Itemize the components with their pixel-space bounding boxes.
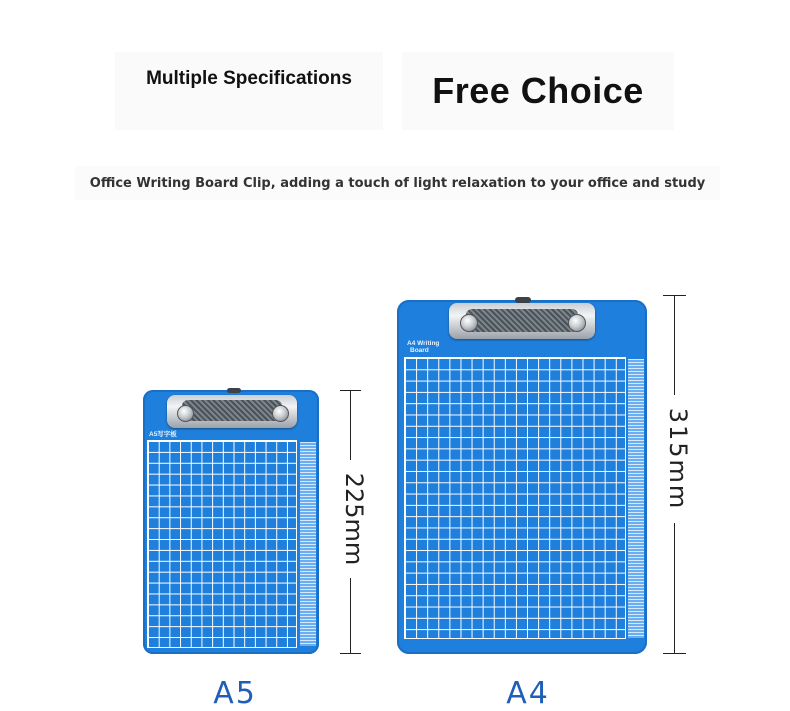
- a5-grid: [147, 440, 297, 648]
- a5-size-label: A5: [213, 676, 257, 711]
- a4-size-label: A4: [506, 676, 550, 711]
- a5-board-label: A5写字板: [149, 431, 177, 438]
- a4-grid: [404, 357, 626, 639]
- a5-dimension-cap-top: [340, 390, 361, 391]
- a4-board-label-line2: Board: [410, 347, 429, 355]
- subtitle-text: Office Writing Board Clip, adding a touch of light relaxation to your office and study: [89, 175, 706, 191]
- a4-dimension-cap-top: [663, 295, 686, 296]
- clip-icon: [167, 395, 297, 428]
- a4-dimension-text: 315mm: [664, 395, 692, 523]
- a5-ruler: [300, 442, 316, 646]
- clip-icon: [449, 303, 595, 339]
- tag-right-text: Free Choice: [432, 70, 644, 111]
- a4-board-label: [407, 340, 439, 354]
- tag-left-text: Multiple Specifications: [146, 68, 352, 89]
- a4-board-label-line1: A4 Writing: [407, 340, 440, 347]
- a4-dimension-cap-bottom: [663, 653, 686, 654]
- a5-clipboard: [143, 390, 319, 654]
- tag-multiple-specifications: [115, 52, 383, 130]
- a4-ruler: [628, 359, 644, 638]
- a4-clipboard: [397, 300, 647, 654]
- a5-dimension-cap-bottom: [340, 653, 361, 654]
- tag-free-choice: [402, 52, 674, 130]
- a5-dimension-text: 225mm: [340, 460, 368, 578]
- clip-tab: [227, 388, 241, 393]
- subtitle-banner: [75, 166, 720, 200]
